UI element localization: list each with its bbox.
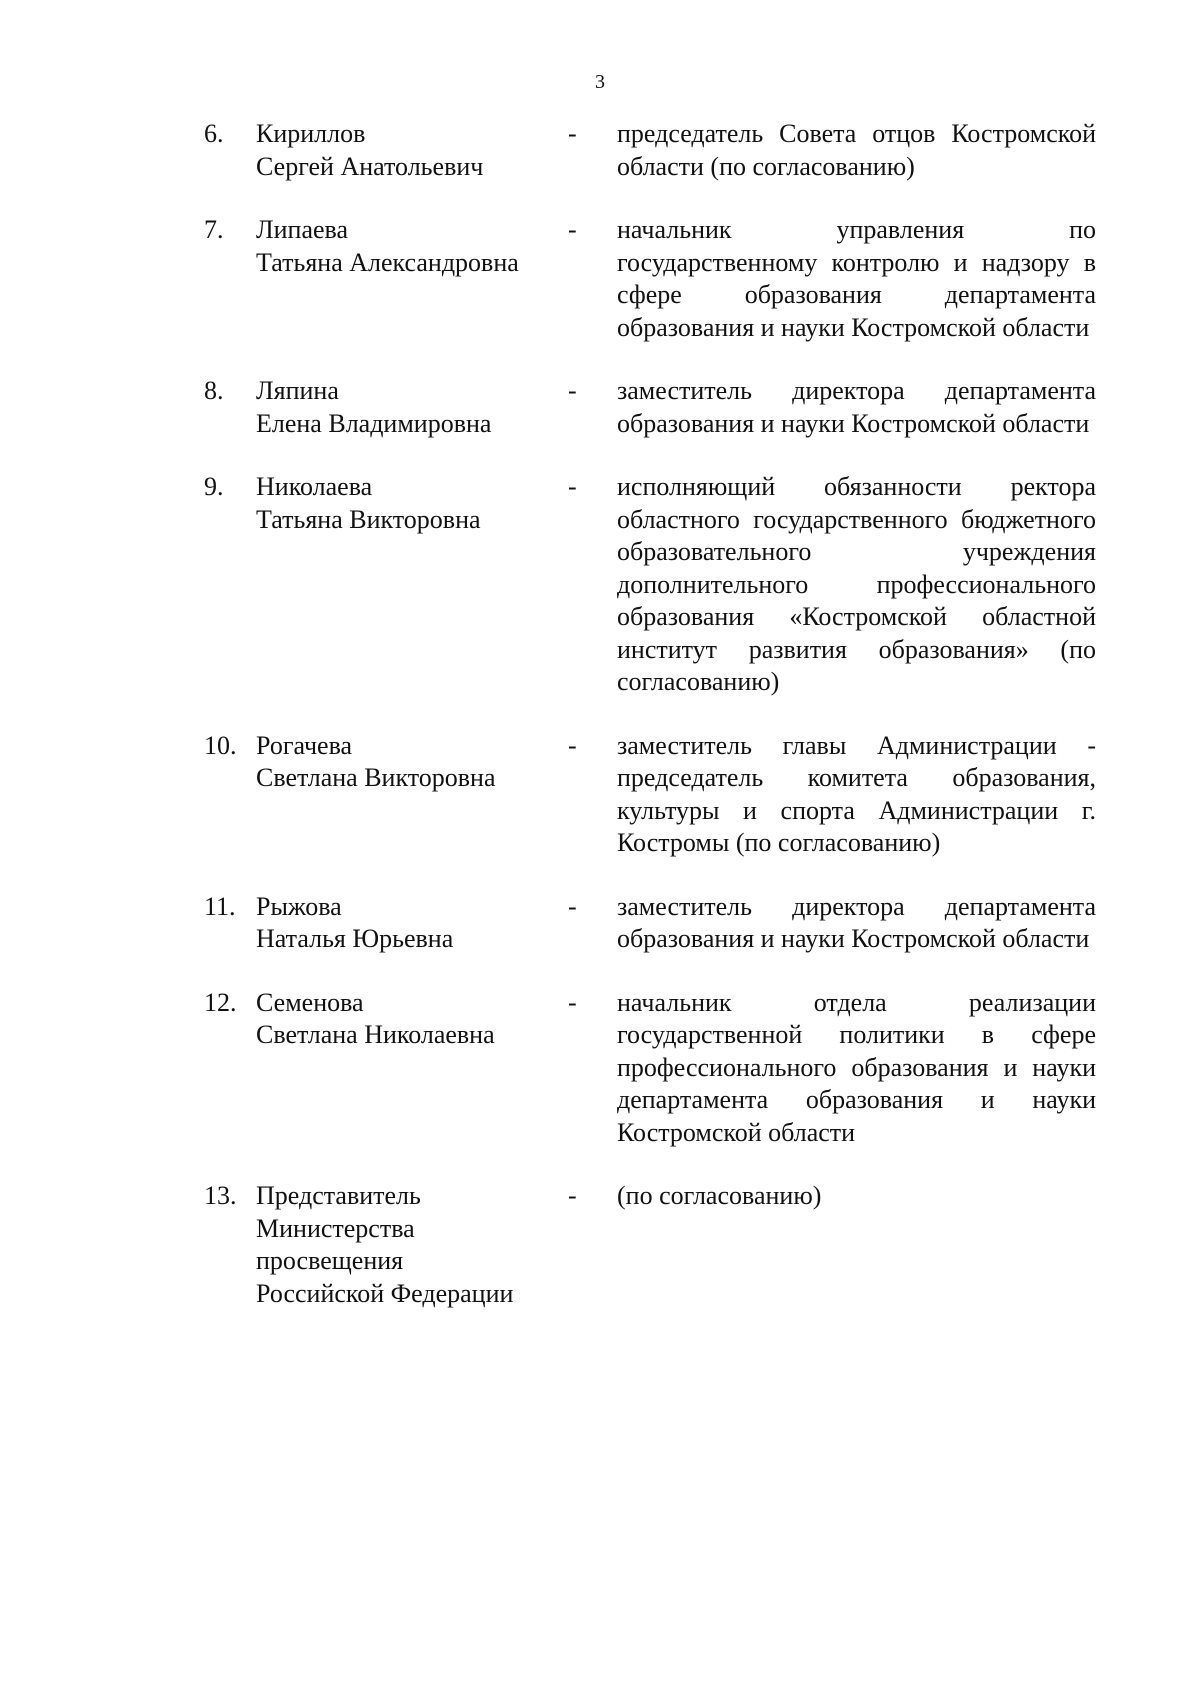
name-line: просвещения (256, 1246, 404, 1275)
surname: Липаева (256, 215, 349, 244)
list-item (0, 214, 1200, 344)
dash-separator: - (568, 987, 577, 1017)
member-role: председатель Совета отцов Костромской области (по согласованию) (617, 119, 1096, 181)
given-name: Елена Владимировна (256, 408, 492, 438)
dash-separator: - (568, 215, 577, 244)
item-number: 13. (204, 1181, 237, 1210)
member-name (256, 214, 556, 279)
member-role: начальник управления по государственному контролю и надзору в сфере образования департамента образования и науки Костромской области (617, 215, 1096, 342)
list-item (0, 375, 1200, 440)
item-number: 11. (204, 891, 236, 921)
surname: Семенова (256, 987, 364, 1017)
item-number: 6. (204, 119, 224, 148)
list-item (0, 730, 1200, 860)
surname: Рыжова (256, 891, 342, 921)
member-name (256, 1180, 556, 1310)
member-role: заместитель директора департамента образования и науки Костромской области (617, 891, 1096, 953)
list-item (0, 987, 1200, 1150)
dash-separator: - (568, 1181, 577, 1210)
member-role: начальник отдела реализации государственной политики в сфере профессионального образования и науки департамента образования и науки Костромской области (617, 987, 1096, 1147)
dash-separator: - (568, 891, 577, 921)
member-role: (по согласованию) (617, 1181, 822, 1210)
list-item (0, 118, 1200, 183)
item-number: 7. (204, 215, 224, 244)
name-line: Министерства (256, 1213, 415, 1243)
member-role: заместитель главы Администрации - председатель комитета образования, культуры и спорта Администрации г. Костромы (по согласованию) (617, 730, 1096, 857)
member-name (256, 730, 556, 795)
dash-separator: - (568, 376, 577, 405)
member-role: исполняющий обязанности ректора областного государственного бюджетного образовательного учреждения дополнительного профессионального образования «Костромской областной институт развития образования» (по согласованию) (617, 472, 1096, 696)
list-item (0, 891, 1200, 956)
list-item (0, 471, 1200, 699)
item-number: 12. (204, 987, 237, 1017)
surname: Рогачева (256, 730, 353, 760)
surname: Николаева (256, 472, 373, 501)
surname: Ляпина (256, 376, 339, 405)
members-list (0, 118, 1200, 1308)
member-name (256, 891, 556, 956)
member-name (256, 118, 556, 183)
list-item (0, 1180, 1200, 1308)
member-name (256, 987, 556, 1052)
item-number: 10. (204, 730, 237, 760)
member-role: заместитель директора департамента образования и науки Костромской области (617, 376, 1096, 438)
given-name: Сергей Анатольевич (256, 151, 484, 181)
page-number: 3 (595, 71, 605, 93)
dash-separator: - (568, 119, 577, 148)
surname: Кириллов (256, 119, 366, 148)
member-name (256, 471, 556, 536)
dash-separator: - (568, 472, 577, 501)
item-number: 8. (204, 376, 224, 405)
dash-separator: - (568, 730, 577, 760)
name-line: Российской Федерации (256, 1278, 514, 1308)
member-name (256, 375, 556, 440)
given-name: Наталья Юрьевна (256, 924, 454, 953)
given-name: Светлана Викторовна (256, 763, 496, 792)
name-line: Представитель (256, 1181, 421, 1210)
given-name: Татьяна Александровна (256, 247, 519, 277)
given-name: Светлана Николаевна (256, 1020, 495, 1049)
given-name: Татьяна Викторовна (256, 504, 481, 534)
item-number: 9. (204, 472, 224, 501)
